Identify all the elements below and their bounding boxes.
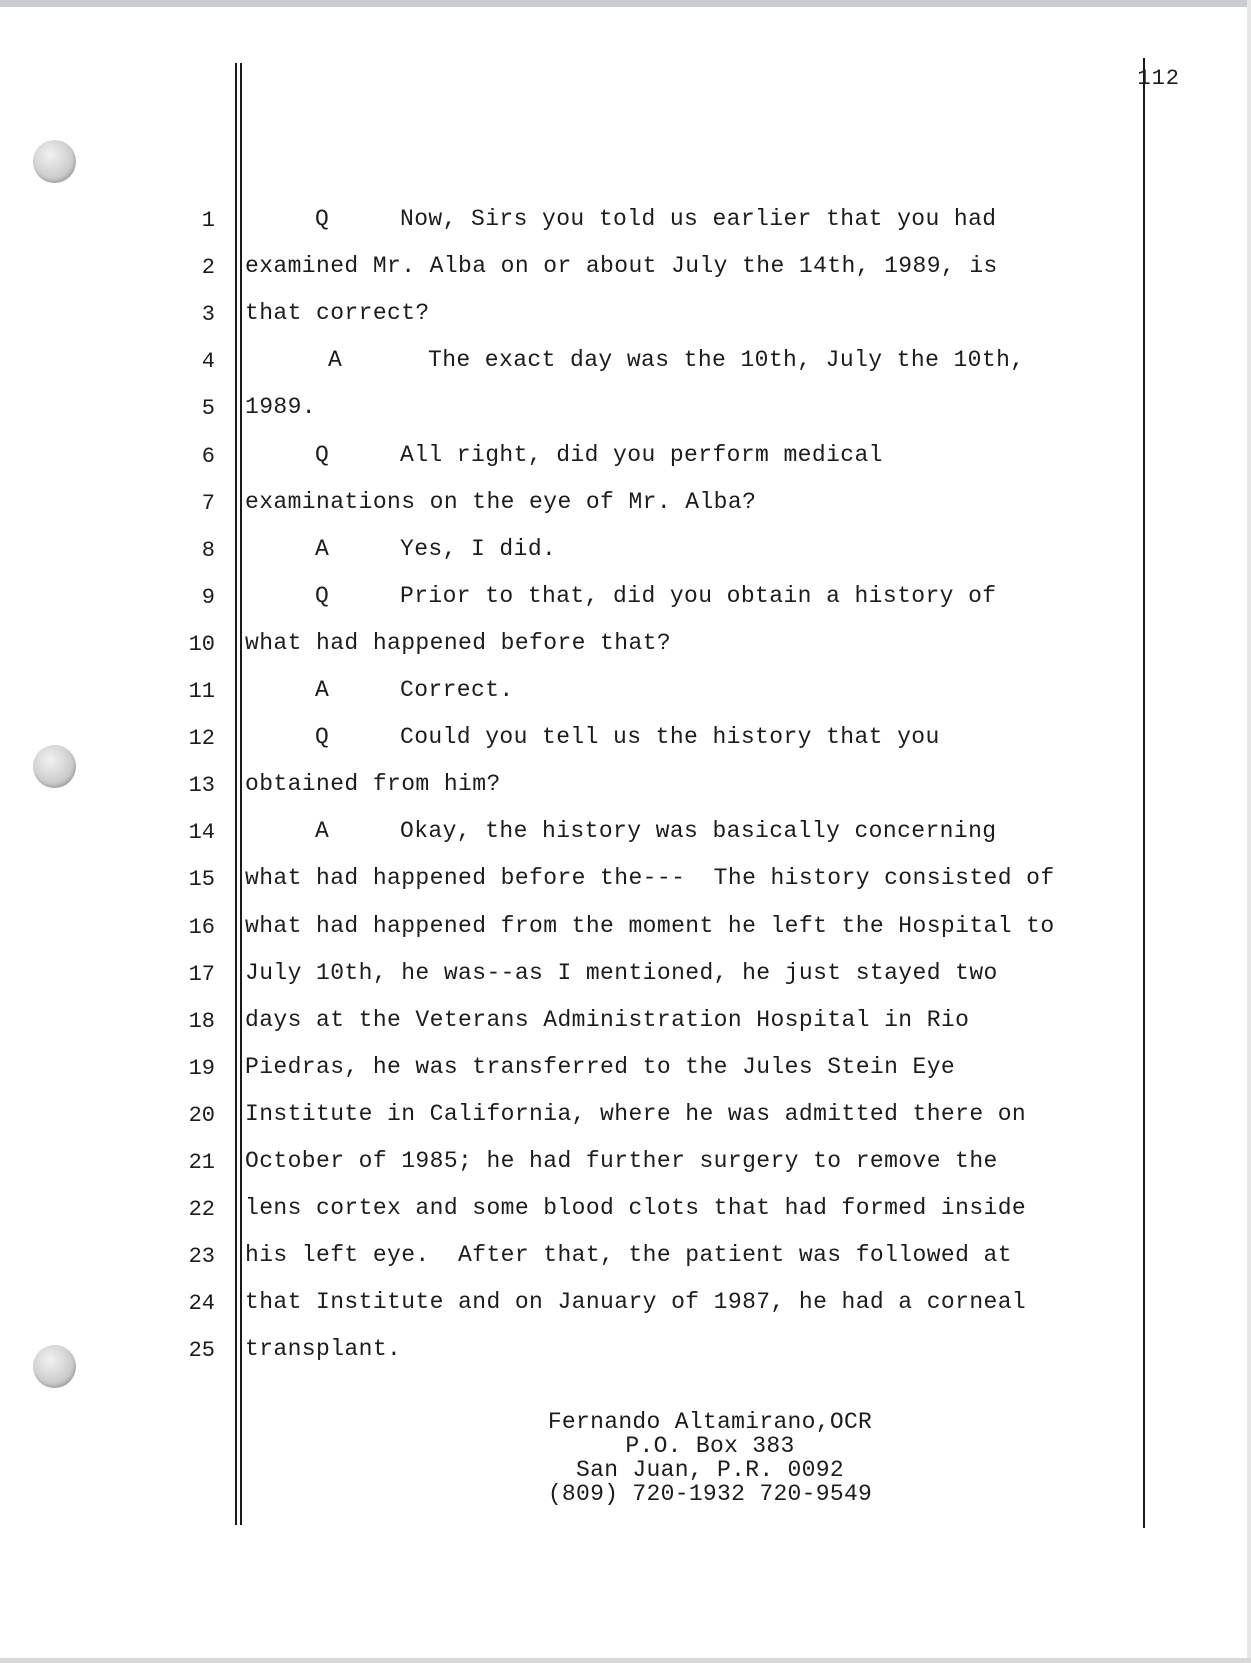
speaker-label: A: [328, 347, 343, 373]
binder-hole-top: [33, 140, 76, 183]
line-text: transplant.: [245, 1336, 402, 1362]
right-margin-rule: [1143, 58, 1145, 1528]
line-text: examinations on the eye of Mr. Alba?: [245, 489, 757, 515]
speaker-label: A: [315, 818, 330, 844]
line-number: 10: [188, 632, 215, 657]
line-text: July 10th, he was--as I mentioned, he just stayed two: [245, 960, 998, 986]
line-number: 20: [188, 1103, 215, 1128]
line-text: days at the Veterans Administration Hospital in Rio: [245, 1007, 970, 1033]
line-text: that Institute and on January of 1987, he had a corneal: [245, 1289, 1027, 1315]
reporter-address: P.O. Box 383: [625, 1433, 795, 1459]
binder-hole-middle: [33, 745, 76, 788]
speaker-label: Q: [315, 724, 330, 750]
speaker-label: Q: [315, 442, 330, 468]
line-number: 5: [201, 396, 215, 421]
line-number: 14: [188, 820, 215, 845]
line-text: October of 1985; he had further surgery to remove the: [245, 1148, 998, 1174]
line-text: Yes, I did.: [400, 536, 557, 562]
line-text: Correct.: [400, 677, 514, 703]
line-text: Institute in California, where he was admitted there on: [245, 1101, 1027, 1127]
line-text: Could you tell us the history that you: [400, 724, 940, 750]
line-number: 8: [201, 538, 215, 563]
page-number: 112: [1137, 66, 1180, 91]
line-number: 3: [201, 302, 215, 327]
line-number: 19: [188, 1056, 215, 1081]
line-number: 25: [188, 1338, 215, 1363]
speaker-label: Q: [315, 583, 330, 609]
line-number: 18: [188, 1009, 215, 1034]
line-text: 1989.: [245, 394, 317, 420]
line-number: 6: [201, 444, 215, 469]
reporter-phone: (809) 720-1932 720-9549: [547, 1481, 873, 1507]
line-number: 21: [188, 1150, 215, 1175]
line-text: Prior to that, did you obtain a history of: [400, 583, 997, 609]
line-number: 1: [201, 208, 215, 233]
speaker-label: Q: [315, 206, 330, 232]
line-number: 24: [188, 1291, 215, 1316]
line-number: 16: [188, 915, 215, 940]
reporter-name: Fernando Altamirano,OCR: [547, 1409, 873, 1435]
line-number: 15: [188, 867, 215, 892]
line-text: what had happened before that?: [245, 630, 672, 656]
line-text: The exact day was the 10th, July the 10th,: [428, 347, 1025, 373]
page-bottom-edge: [0, 1658, 1251, 1663]
line-text: his left eye. After that, the patient was followed at: [245, 1242, 1012, 1268]
line-number: 12: [188, 726, 215, 751]
line-text: obtained from him?: [245, 771, 501, 797]
line-number: 2: [201, 255, 215, 280]
page-right-edge: [1247, 0, 1251, 1663]
line-text: what had happened before the--- The history consisted of: [245, 865, 1055, 891]
page-top-edge: [0, 0, 1251, 7]
line-number: 23: [188, 1244, 215, 1269]
line-number: 7: [201, 491, 215, 516]
binder-hole-bottom: [33, 1345, 76, 1388]
line-text: examined Mr. Alba on or about July the 14th, 1989, is: [245, 253, 998, 279]
line-number: 4: [201, 349, 215, 374]
line-text: All right, did you perform medical: [400, 442, 883, 468]
reporter-city: San Juan, P.R. 0092: [576, 1457, 844, 1483]
line-number: 22: [188, 1197, 215, 1222]
line-number: 13: [188, 773, 215, 798]
line-text: lens cortex and some blood clots that had formed inside: [245, 1195, 1027, 1221]
left-margin-rule-outer: [235, 63, 237, 1525]
line-text: Piedras, he was transferred to the Jules Stein Eye: [245, 1054, 956, 1080]
line-text: Now, Sirs you told us earlier that you had: [400, 206, 997, 232]
speaker-label: A: [315, 536, 330, 562]
speaker-label: A: [315, 677, 330, 703]
left-margin-rule-inner: [240, 63, 242, 1525]
line-number: 9: [201, 585, 215, 610]
line-text: what had happened from the moment he left the Hospital to: [245, 913, 1055, 939]
line-text: that correct?: [245, 300, 430, 326]
line-number: 11: [188, 679, 215, 704]
line-text: Okay, the history was basically concerning: [400, 818, 997, 844]
line-number: 17: [188, 962, 215, 987]
